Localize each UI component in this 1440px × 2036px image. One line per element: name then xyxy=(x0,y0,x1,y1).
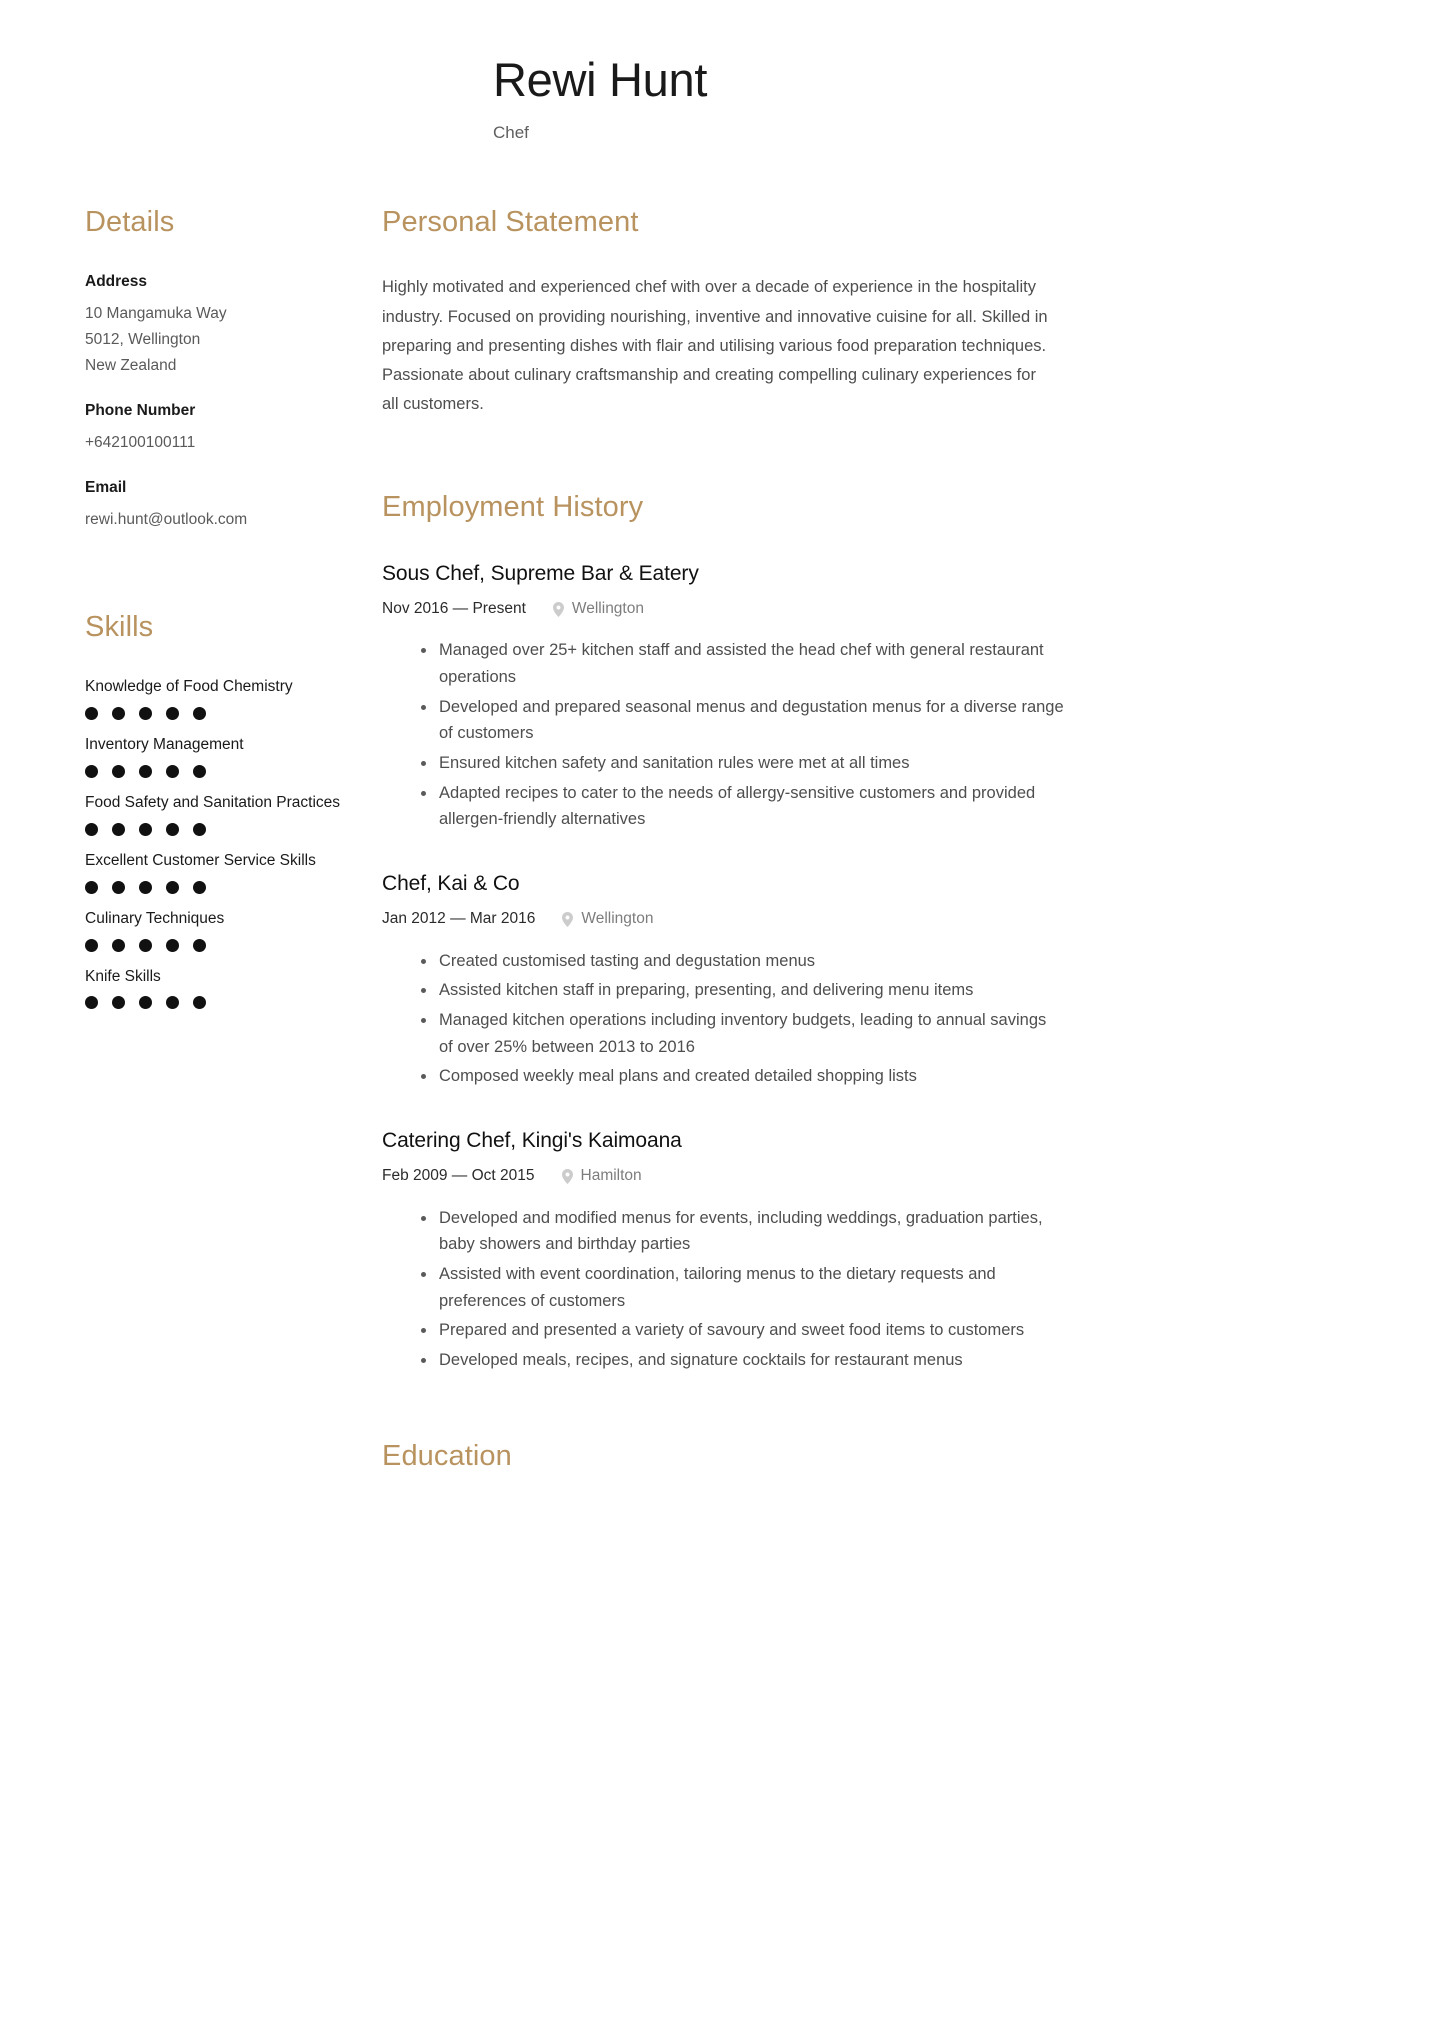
location-pin-icon xyxy=(562,1169,573,1184)
rating-dot xyxy=(166,881,179,894)
job-location xyxy=(562,1166,642,1186)
list-item: Ensured kitchen safety and sanitation rules were met at all times xyxy=(439,750,1064,777)
skill-rating xyxy=(85,823,356,836)
list-item: Composed weekly meal plans and created detailed shopping lists xyxy=(439,1063,1064,1090)
list-item: Managed over 25+ kitchen staff and assisted the head chef with general restaurant operations xyxy=(439,637,1064,690)
rating-dot xyxy=(85,765,98,778)
job-location-label: Wellington xyxy=(581,910,654,928)
employment-entry xyxy=(382,871,1330,1090)
list-item: Developed and modified menus for events, including weddings, graduation parties, baby showers and birthday parties xyxy=(439,1205,1064,1258)
skill-item xyxy=(85,967,356,1010)
details-section-heading: Details xyxy=(85,206,175,239)
rating-dot xyxy=(139,707,152,720)
personal-statement-body: Highly motivated and experienced chef with over a decade of experience in the hospitality industry. Focused on providing nourishing, inventive and innovative cuisine for all. Skilled in preparing and presenting dishes with flair and utilising various food preparation techniques. Passionate about culinary craftsmanship and creating compelling culinary experiences for all customers. xyxy=(382,278,1048,414)
job-location-label: Wellington xyxy=(571,600,644,618)
skill-rating xyxy=(85,707,356,720)
detail-block-address xyxy=(85,272,356,379)
job-title: Chef, Kai & Co xyxy=(382,872,520,896)
main-column xyxy=(382,206,1330,1473)
job-location xyxy=(553,599,644,619)
skill-name: Knife Skills xyxy=(85,967,161,985)
page-title: Rewi Hunt xyxy=(493,53,708,106)
rating-dot xyxy=(166,707,179,720)
detail-value-email[interactable]: rewi.hunt@outlook.com xyxy=(85,510,248,528)
job-dates: Feb 2009 — Oct 2015 xyxy=(382,1167,535,1185)
skill-name: Food Safety and Sanitation Practices xyxy=(85,793,341,811)
rating-dot xyxy=(85,881,98,894)
skill-item xyxy=(85,677,356,720)
employment-entry xyxy=(382,561,1330,833)
employment-entry xyxy=(382,1128,1330,1374)
list-item: Created customised tasting and degustation menus xyxy=(439,948,1064,975)
location-pin-icon xyxy=(562,912,573,927)
skill-name: Inventory Management xyxy=(85,735,244,753)
skill-rating xyxy=(85,996,356,1009)
list-item: Assisted kitchen staff in preparing, presenting, and delivering menu items xyxy=(439,977,1064,1004)
rating-dot xyxy=(193,996,206,1009)
list-item: Prepared and presented a variety of savoury and sweet food items to customers xyxy=(439,1317,1064,1344)
list-item: Adapted recipes to cater to the needs of allergy-sensitive customers and provided allergen-friendly alternatives xyxy=(439,780,1064,833)
skill-name: Knowledge of Food Chemistry xyxy=(85,677,293,695)
job-responsibility-list xyxy=(382,637,1330,833)
rating-dot xyxy=(166,939,179,952)
skill-item xyxy=(85,851,356,894)
detail-value-line: 10 Mangamuka Way xyxy=(85,305,227,323)
detail-label: Email xyxy=(85,478,127,496)
job-meta xyxy=(382,599,1330,619)
rating-dot xyxy=(193,823,206,836)
rating-dot xyxy=(139,765,152,778)
job-responsibility-list xyxy=(382,948,1330,1091)
rating-dot xyxy=(193,881,206,894)
job-dates: Jan 2012 — Mar 2016 xyxy=(382,910,536,928)
rating-dot xyxy=(85,996,98,1009)
detail-block-phone xyxy=(85,401,356,456)
job-responsibility-list xyxy=(382,1205,1330,1374)
job-location-label: Hamilton xyxy=(580,1167,642,1185)
list-item: Developed and prepared seasonal menus and degustation menus for a diverse range of customers xyxy=(439,694,1064,747)
job-title: Catering Chef, Kingi's Kaimoana xyxy=(382,1129,682,1153)
rating-dot xyxy=(112,765,125,778)
rating-dot xyxy=(193,707,206,720)
job-title: Sous Chef, Supreme Bar & Eatery xyxy=(382,561,699,585)
rating-dot xyxy=(166,823,179,836)
rating-dot xyxy=(85,939,98,952)
list-item: Developed meals, recipes, and signature cocktails for restaurant menus xyxy=(439,1347,1064,1374)
detail-block-email xyxy=(85,478,356,533)
detail-value-line: New Zealand xyxy=(85,357,177,375)
rating-dot xyxy=(112,939,125,952)
header-job-title: Chef xyxy=(493,122,529,142)
rating-dot xyxy=(193,765,206,778)
skill-rating xyxy=(85,765,356,778)
employment-history-heading: Employment History xyxy=(382,491,644,524)
location-pin-icon xyxy=(553,602,564,617)
rating-dot xyxy=(112,707,125,720)
education-heading: Education xyxy=(382,1439,512,1472)
rating-dot xyxy=(139,881,152,894)
sidebar xyxy=(85,206,382,1024)
rating-dot xyxy=(166,765,179,778)
rating-dot xyxy=(112,996,125,1009)
list-item: Assisted with event coordination, tailoring menus to the dietary requests and preferences of customers xyxy=(439,1261,1064,1314)
skill-item xyxy=(85,735,356,778)
detail-label: Phone Number xyxy=(85,401,196,419)
job-dates: Nov 2016 — Present xyxy=(382,600,526,618)
rating-dot xyxy=(139,996,152,1009)
skill-item xyxy=(85,793,356,836)
rating-dot xyxy=(166,996,179,1009)
rating-dot xyxy=(139,823,152,836)
detail-value-line: 5012, Wellington xyxy=(85,331,201,349)
skill-item xyxy=(85,909,356,952)
rating-dot xyxy=(112,823,125,836)
job-meta xyxy=(382,1166,1330,1186)
skill-name: Excellent Customer Service Skills xyxy=(85,851,316,869)
rating-dot xyxy=(193,939,206,952)
rating-dot xyxy=(112,881,125,894)
rating-dot xyxy=(139,939,152,952)
skill-rating xyxy=(85,881,356,894)
detail-value-phone[interactable]: +642100100111 xyxy=(85,433,196,451)
rating-dot xyxy=(85,823,98,836)
rating-dot xyxy=(85,707,98,720)
resume-header xyxy=(0,0,1440,143)
detail-label: Address xyxy=(85,273,148,291)
list-item: Managed kitchen operations including inventory budgets, leading to annual savings of over 25% between 2013 to 2016 xyxy=(439,1007,1064,1060)
skill-rating xyxy=(85,939,356,952)
job-location xyxy=(562,909,653,929)
job-meta xyxy=(382,909,1330,929)
resume-body xyxy=(0,206,1440,1473)
skill-name: Culinary Techniques xyxy=(85,909,225,927)
personal-statement-heading: Personal Statement xyxy=(382,206,639,239)
skills-section-heading: Skills xyxy=(85,610,154,643)
